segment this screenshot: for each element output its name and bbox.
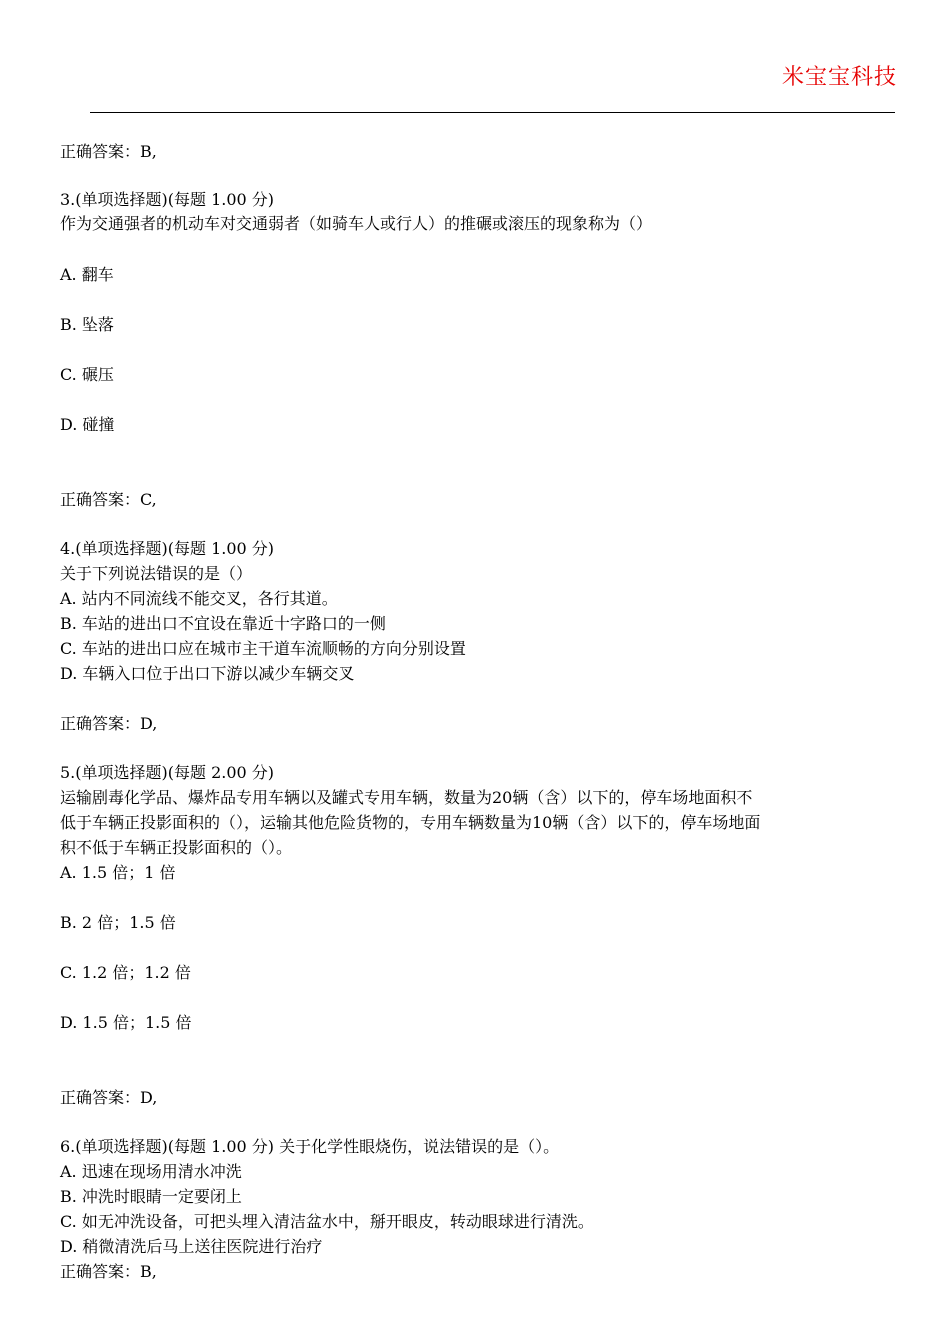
q3-option-a: A. 翻车 bbox=[60, 265, 114, 284]
q5-option-a: A. 1.5 倍；1 倍 bbox=[60, 863, 176, 882]
q6-option-d: D. 稍微清洗后马上送往医院进行治疗 bbox=[60, 1237, 323, 1256]
q3-stem: 作为交通强者的机动车对交通弱者（如骑车人或行人）的推碾或滚压的现象称为（） bbox=[60, 214, 653, 233]
q5-option-c: C. 1.2 倍；1.2 倍 bbox=[60, 963, 191, 982]
q4-answer: 正确答案：D, bbox=[60, 714, 158, 733]
answer-previous: 正确答案：B, bbox=[60, 142, 157, 161]
q4-option-a: A. 站内不同流线不能交叉，各行其道。 bbox=[60, 589, 338, 608]
q5-header: 5.(单项选择题)(每题 2.00 分) bbox=[60, 763, 275, 782]
q4-stem: 关于下列说法错误的是（） bbox=[60, 564, 253, 583]
header-divider bbox=[90, 112, 895, 113]
q5-stem-line-2: 低于车辆正投影面积的（），运输其他危险货物的，专用车辆数量为10辆（含）以下的，停车场地面 bbox=[60, 813, 761, 832]
q4-option-b: B. 车站的进出口不宜设在靠近十字路口的一侧 bbox=[60, 614, 386, 633]
q4-header: 4.(单项选择题)(每题 1.00 分) bbox=[60, 539, 275, 558]
q6-option-b: B. 冲洗时眼睛一定要闭上 bbox=[60, 1187, 242, 1206]
q5-answer: 正确答案：D, bbox=[60, 1088, 158, 1107]
q4-option-d: D. 车辆入口位于出口下游以减少车辆交叉 bbox=[60, 664, 355, 683]
q3-answer: 正确答案：C, bbox=[60, 490, 157, 509]
q3-option-d: D. 碰撞 bbox=[60, 415, 115, 434]
q5-stem-line-3: 积不低于车辆正投影面积的（）。 bbox=[60, 838, 293, 857]
q4-option-c: C. 车站的进出口应在城市主干道车流顺畅的方向分别设置 bbox=[60, 639, 466, 658]
q6-option-a: A. 迅速在现场用清水冲洗 bbox=[60, 1162, 242, 1181]
q3-option-c: C. 碾压 bbox=[60, 365, 114, 384]
q6-answer: 正确答案：B, bbox=[60, 1262, 157, 1281]
q3-header: 3.(单项选择题)(每题 1.00 分) bbox=[60, 190, 275, 209]
brand-logo-text: 米宝宝科技 bbox=[781, 65, 897, 90]
q5-option-d: D. 1.5 倍；1.5 倍 bbox=[60, 1013, 192, 1032]
q6-option-c: C. 如无冲洗设备，可把头埋入清洁盆水中，掰开眼皮，转动眼球进行清洗。 bbox=[60, 1212, 594, 1231]
q3-option-b: B. 坠落 bbox=[60, 315, 114, 334]
q6-header: 6.(单项选择题)(每题 1.00 分) 关于化学性眼烧伤，说法错误的是（）。 bbox=[60, 1137, 560, 1156]
q5-stem-line-1: 运输剧毒化学品、爆炸品专用车辆以及罐式专用车辆，数量为20辆（含）以下的，停车场地面积不 bbox=[60, 788, 753, 807]
q5-option-b: B. 2 倍；1.5 倍 bbox=[60, 913, 176, 932]
